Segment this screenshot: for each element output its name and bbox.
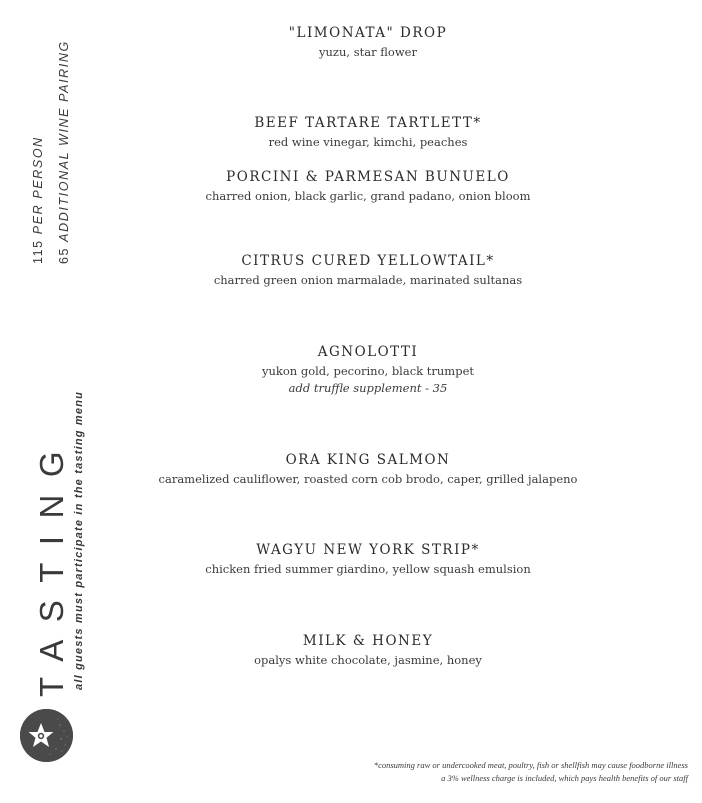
- course-description: opalys white chocolate, jasmine, honey: [254, 653, 482, 667]
- course-description: caramelized cauliflower, roasted corn cob brodo, caper, grilled jalapeno: [158, 472, 578, 486]
- price-number: 115: [31, 239, 45, 264]
- course-title: "LIMONATA" DROP: [288, 25, 448, 41]
- course-title: AGNOLOTTI: [317, 344, 419, 360]
- course-description: chicken fried summer giardino, yellow squash emulsion: [205, 562, 531, 576]
- course-title: PORCINI & PARMESAN BUNUELO: [226, 169, 510, 185]
- footer-disclaimer: [374, 759, 688, 785]
- course-supplement: add truffle supplement - 35: [288, 381, 448, 395]
- course-title: MILK & HONEY: [302, 633, 434, 649]
- course-description: yuzu, star flower: [319, 45, 417, 59]
- wine-pairing-price: [57, 40, 71, 264]
- wellness-charge-note: a 3% wellness charge is included, which pays health benefits of our staff: [441, 773, 688, 783]
- course-title: WAGYU NEW YORK STRIP*: [256, 542, 480, 558]
- course-description: charred green onion marmalade, marinated sultanas: [213, 273, 523, 287]
- course-title: BEEF TARTARE TARTLETT*: [254, 115, 482, 131]
- course-beef-tartare: [120, 115, 616, 151]
- price-label: PER PERSON: [31, 136, 45, 235]
- course-porcini-bunuelo: [120, 169, 616, 205]
- course-limonata-drop: [120, 25, 616, 61]
- raw-food-warning: *consuming raw or undercooked meat, poultry, fish or shellfish may cause foodborne illness: [373, 760, 688, 770]
- course-milk-honey: [120, 633, 616, 669]
- course-description: charred onion, black garlic, grand padano, onion bloom: [205, 189, 531, 203]
- course-wagyu-strip: [120, 542, 616, 578]
- course-description: red wine vinegar, kimchi, peaches: [268, 135, 468, 149]
- course-citrus-yellowtail: [120, 253, 616, 289]
- course-ora-king-salmon: [120, 452, 616, 488]
- menu-title: TASTING: [33, 433, 70, 697]
- star-flower-logo-icon: [20, 709, 73, 762]
- participation-note: all guests must participate in the tasting menu: [73, 390, 85, 690]
- price-per-person: [31, 136, 45, 264]
- course-agnolotti: [120, 344, 616, 397]
- course-title: CITRUS CURED YELLOWTAIL*: [241, 253, 495, 269]
- pairing-number: 65: [57, 246, 71, 264]
- pairing-label: ADDITIONAL WINE PAIRING: [57, 40, 71, 242]
- course-description: yukon gold, pecorino, black trumpet: [261, 364, 475, 378]
- course-title: ORA KING SALMON: [285, 452, 451, 468]
- flower-icon: [20, 709, 73, 762]
